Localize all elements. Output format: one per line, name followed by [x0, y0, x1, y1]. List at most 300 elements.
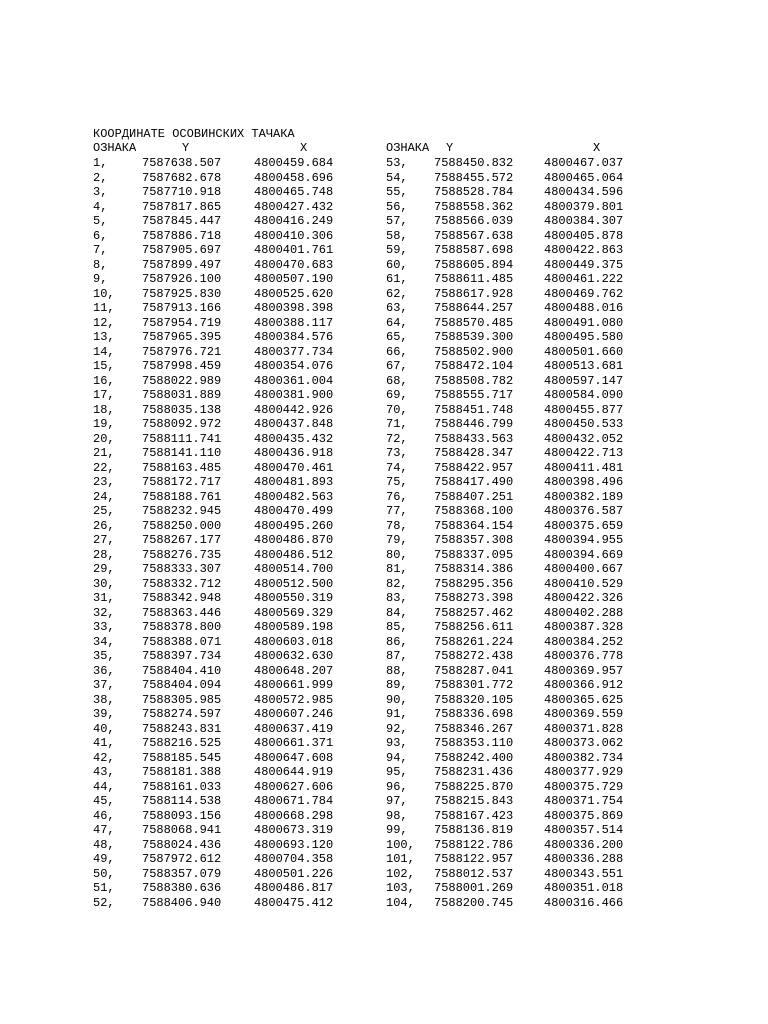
y-coordinate: 7588111.741	[142, 431, 222, 446]
y-coordinate: 7588332.712	[142, 576, 222, 591]
x-coordinate: 4800405.878	[544, 228, 624, 243]
x-coordinate: 4800394.955	[544, 533, 624, 547]
point-label: 38,	[93, 692, 115, 707]
y-coordinate: 7588242.400	[434, 750, 514, 765]
point-label: 95,	[386, 765, 408, 779]
point-label: 18,	[93, 402, 115, 417]
point-label: 63,	[386, 301, 408, 315]
point-label: 25,	[93, 504, 115, 518]
point-label: 20,	[93, 431, 115, 446]
x-coordinate: 4800469.762	[544, 286, 624, 301]
point-label: 24,	[93, 489, 115, 504]
x-coordinate: 4800482.563	[254, 489, 334, 504]
y-coordinate: 7587845.447	[142, 214, 222, 228]
point-label: 11,	[93, 301, 115, 315]
y-coordinate: 7587925.830	[142, 286, 222, 301]
point-label: 22,	[93, 460, 115, 475]
y-coordinate: 7588093.156	[142, 808, 222, 823]
x-coordinate: 4800375.869	[544, 808, 624, 823]
y-coordinate: 7588261.224	[434, 634, 514, 649]
point-label: 30,	[93, 576, 115, 591]
point-label: 98,	[386, 808, 408, 823]
y-coordinate: 7588567.638	[434, 228, 514, 243]
point-label: 51,	[93, 881, 115, 895]
point-label: 54,	[386, 170, 408, 185]
y-coordinate: 7588587.698	[434, 243, 514, 257]
x-coordinate: 4800416.249	[254, 214, 334, 228]
x-coordinate: 4800647.608	[254, 750, 334, 765]
y-coordinate: 7588172.717	[142, 475, 222, 489]
point-label: 40,	[93, 721, 115, 736]
y-coordinate: 7588342.948	[142, 591, 222, 605]
x-coordinate: 4800398.398	[254, 301, 334, 315]
y-coordinate: 7588250.000	[142, 518, 222, 533]
y-coordinate: 7588428.347	[434, 446, 514, 460]
x-coordinate: 4800495.260	[254, 518, 334, 533]
point-label: 49,	[93, 852, 115, 866]
point-label: 26,	[93, 518, 115, 533]
y-coordinate: 7588314.386	[434, 562, 514, 576]
x-coordinate: 4800465.748	[254, 185, 334, 199]
x-coordinate: 4800377.929	[544, 765, 624, 779]
y-coordinate: 7587638.507	[142, 156, 222, 170]
point-label: 80,	[386, 547, 408, 562]
table-header-row	[0, 141, 601, 155]
x-coordinate: 4800394.669	[544, 547, 624, 562]
x-coordinate: 4800673.319	[254, 823, 334, 837]
y-coordinate: 7588346.267	[434, 721, 514, 736]
y-coordinate: 7588417.490	[434, 475, 514, 489]
x-coordinate: 4800704.358	[254, 852, 334, 866]
x-coordinate: 4800375.659	[544, 518, 624, 533]
x-coordinate: 4800369.559	[544, 707, 624, 721]
point-label: 90,	[386, 692, 408, 707]
y-coordinate: 7588141.110	[142, 446, 222, 460]
y-coordinate: 7587976.721	[142, 344, 222, 359]
x-coordinate: 4800470.683	[254, 257, 334, 272]
point-label: 85,	[386, 620, 408, 634]
y-coordinate: 7588357.079	[142, 866, 222, 881]
point-label: 37,	[93, 678, 115, 692]
y-coordinate: 7588368.100	[434, 504, 514, 518]
y-coordinate: 7588274.597	[142, 707, 222, 721]
point-label: 83,	[386, 591, 408, 605]
x-coordinate: 4800514.700	[254, 562, 334, 576]
y-coordinate: 7588031.889	[142, 388, 222, 402]
x-coordinate: 4800422.713	[544, 446, 624, 460]
y-coordinate: 7588566.039	[434, 214, 514, 228]
x-coordinate: 4800458.696	[254, 170, 334, 185]
point-label: 39,	[93, 707, 115, 721]
y-coordinate: 7588215.843	[434, 794, 514, 808]
y-coordinate: 7588605.894	[434, 257, 514, 272]
point-label: 78,	[386, 518, 408, 533]
y-coordinate: 7588472.104	[434, 359, 514, 373]
y-coordinate: 7588257.462	[434, 605, 514, 620]
x-coordinate: 4800371.828	[544, 721, 624, 736]
y-coordinate: 7587972.612	[142, 852, 222, 866]
x-coordinate: 4800384.307	[544, 214, 624, 228]
x-coordinate: 4800470.461	[254, 460, 334, 475]
point-label: 34,	[93, 634, 115, 649]
y-coordinate: 7588558.362	[434, 199, 514, 214]
point-label: 59,	[386, 243, 408, 257]
x-coordinate: 4800422.326	[544, 591, 624, 605]
x-coordinate: 4800475.412	[254, 895, 334, 910]
x-coordinate: 4800450.533	[544, 417, 624, 431]
point-label: 52,	[93, 895, 115, 910]
point-label: 99,	[386, 823, 408, 837]
point-label: 56,	[386, 199, 408, 214]
y-coordinate: 7588136.819	[434, 823, 514, 837]
y-coordinate: 7588644.257	[434, 301, 514, 315]
x-coordinate: 4800398.496	[544, 475, 624, 489]
x-coordinate: 4800455.877	[544, 402, 624, 417]
y-coordinate: 7588388.071	[142, 634, 222, 649]
point-label: 66,	[386, 344, 408, 359]
x-coordinate: 4800377.734	[254, 344, 334, 359]
x-coordinate: 4800668.298	[254, 808, 334, 823]
y-coordinate: 7588167.423	[434, 808, 514, 823]
x-coordinate: 4800336.200	[544, 837, 624, 852]
x-coordinate: 4800388.117	[254, 315, 334, 330]
point-label: 50,	[93, 866, 115, 881]
point-label: 93,	[386, 736, 408, 750]
x-coordinate: 4800449.375	[544, 257, 624, 272]
point-label: 8,	[93, 257, 108, 272]
x-coordinate: 4800354.076	[254, 359, 334, 373]
point-label: 65,	[386, 330, 408, 344]
x-coordinate: 4800648.207	[254, 663, 334, 678]
y-coordinate: 7588022.989	[142, 373, 222, 388]
x-coordinate: 4800661.371	[254, 736, 334, 750]
point-label: 7,	[93, 243, 108, 257]
y-coordinate: 7588012.537	[434, 866, 514, 881]
point-label: 6,	[93, 228, 108, 243]
point-label: 75,	[386, 475, 408, 489]
header-x-left: X	[300, 141, 308, 155]
point-label: 67,	[386, 359, 408, 373]
x-coordinate: 4800402.288	[544, 605, 624, 620]
x-coordinate: 4800569.329	[254, 605, 334, 620]
x-coordinate: 4800467.037	[544, 156, 624, 170]
point-label: 100,	[386, 837, 415, 852]
header-x-right: X	[593, 141, 601, 155]
x-coordinate: 4800501.660	[544, 344, 624, 359]
x-coordinate: 4800661.999	[254, 678, 334, 692]
point-label: 74,	[386, 460, 408, 475]
y-coordinate: 7588617.928	[434, 286, 514, 301]
x-coordinate: 4800427.432	[254, 199, 334, 214]
y-coordinate: 7587926.100	[142, 272, 222, 286]
x-coordinate: 4800436.918	[254, 446, 334, 460]
y-coordinate: 7588243.831	[142, 721, 222, 736]
y-coordinate: 7588185.545	[142, 750, 222, 765]
y-coordinate: 7588363.446	[142, 605, 222, 620]
x-coordinate: 4800382.189	[544, 489, 624, 504]
y-coordinate: 7588273.398	[434, 591, 514, 605]
point-label: 82,	[386, 576, 408, 591]
y-coordinate: 7588404.094	[142, 678, 222, 692]
y-coordinate: 7588404.410	[142, 663, 222, 678]
point-label: 23,	[93, 475, 115, 489]
x-coordinate: 4800351.018	[544, 881, 624, 895]
y-coordinate: 7588122.957	[434, 852, 514, 866]
y-coordinate: 7587905.697	[142, 243, 222, 257]
point-label: 103,	[386, 881, 415, 895]
y-coordinate: 7587965.395	[142, 330, 222, 344]
x-coordinate: 4800632.630	[254, 649, 334, 663]
point-label: 32,	[93, 605, 115, 620]
y-coordinate: 7588287.041	[434, 663, 514, 678]
point-label: 44,	[93, 779, 115, 794]
y-coordinate: 7588378.800	[142, 620, 222, 634]
point-label: 27,	[93, 533, 115, 547]
point-label: 104,	[386, 895, 415, 910]
point-label: 68,	[386, 373, 408, 388]
x-coordinate: 4800525.620	[254, 286, 334, 301]
x-coordinate: 4800384.576	[254, 330, 334, 344]
y-coordinate: 7588353.110	[434, 736, 514, 750]
point-label: 62,	[386, 286, 408, 301]
x-coordinate: 4800401.761	[254, 243, 334, 257]
header-label-right: ОЗНАКА	[386, 141, 430, 155]
y-coordinate: 7588272.438	[434, 649, 514, 663]
x-coordinate: 4800373.062	[544, 736, 624, 750]
point-label: 19,	[93, 417, 115, 431]
y-coordinate: 7588181.388	[142, 765, 222, 779]
y-coordinate: 7588407.251	[434, 489, 514, 504]
y-coordinate: 7588001.269	[434, 881, 514, 895]
point-label: 101,	[386, 852, 415, 866]
y-coordinate: 7587913.166	[142, 301, 222, 315]
x-coordinate: 4800501.226	[254, 866, 334, 881]
point-label: 87,	[386, 649, 408, 663]
point-label: 84,	[386, 605, 408, 620]
x-coordinate: 4800488.016	[544, 301, 624, 315]
x-coordinate: 4800410.529	[544, 576, 624, 591]
point-label: 57,	[386, 214, 408, 228]
x-coordinate: 4800486.817	[254, 881, 334, 895]
point-label: 29,	[93, 562, 115, 576]
point-label: 21,	[93, 446, 115, 460]
header-y-left: Y	[182, 141, 190, 155]
y-coordinate: 7588446.799	[434, 417, 514, 431]
point-label: 89,	[386, 678, 408, 692]
x-coordinate: 4800465.064	[544, 170, 624, 185]
point-label: 9,	[93, 272, 108, 286]
y-coordinate: 7588256.611	[434, 620, 514, 634]
point-label: 55,	[386, 185, 408, 199]
point-label: 14,	[93, 344, 115, 359]
x-coordinate: 4800387.328	[544, 620, 624, 634]
point-label: 4,	[93, 199, 108, 214]
point-label: 28,	[93, 547, 115, 562]
point-label: 58,	[386, 228, 408, 243]
x-coordinate: 4800550.319	[254, 591, 334, 605]
point-label: 96,	[386, 779, 408, 794]
y-coordinate: 7588122.786	[434, 837, 514, 852]
x-coordinate: 4800597.147	[544, 373, 624, 388]
point-label: 77,	[386, 504, 408, 518]
point-label: 41,	[93, 736, 115, 750]
y-coordinate: 7588035.138	[142, 402, 222, 417]
point-label: 47,	[93, 823, 115, 837]
x-coordinate: 4800361.004	[254, 373, 334, 388]
y-coordinate: 7587886.718	[142, 228, 222, 243]
x-coordinate: 4800603.018	[254, 634, 334, 649]
point-label: 31,	[93, 591, 115, 605]
point-label: 1,	[93, 156, 108, 170]
point-label: 16,	[93, 373, 115, 388]
y-coordinate: 7588114.538	[142, 794, 222, 808]
point-label: 45,	[93, 794, 115, 808]
x-coordinate: 4800384.252	[544, 634, 624, 649]
x-coordinate: 4800442.926	[254, 402, 334, 417]
y-coordinate: 7588364.154	[434, 518, 514, 533]
point-label: 48,	[93, 837, 115, 852]
y-coordinate: 7588508.782	[434, 373, 514, 388]
point-label: 64,	[386, 315, 408, 330]
y-coordinate: 7588422.957	[434, 460, 514, 475]
y-coordinate: 7588295.356	[434, 576, 514, 591]
point-label: 70,	[386, 402, 408, 417]
point-label: 17,	[93, 388, 115, 402]
point-label: 15,	[93, 359, 115, 373]
x-coordinate: 4800459.684	[254, 156, 334, 170]
x-coordinate: 4800357.514	[544, 823, 624, 837]
x-coordinate: 4800422.863	[544, 243, 624, 257]
y-coordinate: 7588267.177	[142, 533, 222, 547]
x-coordinate: 4800627.606	[254, 779, 334, 794]
y-coordinate: 7587817.865	[142, 199, 222, 214]
x-coordinate: 4800400.667	[544, 562, 624, 576]
x-coordinate: 4800584.090	[544, 388, 624, 402]
y-coordinate: 7588450.832	[434, 156, 514, 170]
point-label: 13,	[93, 330, 115, 344]
x-coordinate: 4800486.512	[254, 547, 334, 562]
y-coordinate: 7588433.563	[434, 431, 514, 446]
x-coordinate: 4800491.080	[544, 315, 624, 330]
y-coordinate: 7588216.525	[142, 736, 222, 750]
point-label: 94,	[386, 750, 408, 765]
x-coordinate: 4800432.052	[544, 431, 624, 446]
x-coordinate: 4800382.734	[544, 750, 624, 765]
y-coordinate: 7588188.761	[142, 489, 222, 504]
x-coordinate: 4800381.900	[254, 388, 334, 402]
y-coordinate: 7588380.636	[142, 881, 222, 895]
point-label: 61,	[386, 272, 408, 286]
y-coordinate: 7588024.436	[142, 837, 222, 852]
y-coordinate: 7588092.972	[142, 417, 222, 431]
x-coordinate: 4800375.729	[544, 779, 624, 794]
point-label: 43,	[93, 765, 115, 779]
x-coordinate: 4800486.870	[254, 533, 334, 547]
point-label: 102,	[386, 866, 415, 881]
point-label: 35,	[93, 649, 115, 663]
point-label: 36,	[93, 663, 115, 678]
point-label: 42,	[93, 750, 115, 765]
y-coordinate: 7588305.985	[142, 692, 222, 707]
y-coordinate: 7588163.485	[142, 460, 222, 475]
point-label: 69,	[386, 388, 408, 402]
point-label: 46,	[93, 808, 115, 823]
y-coordinate: 7587954.719	[142, 315, 222, 330]
y-coordinate: 7588397.734	[142, 649, 222, 663]
y-coordinate: 7588357.308	[434, 533, 514, 547]
point-label: 3,	[93, 185, 108, 199]
x-coordinate: 4800589.198	[254, 620, 334, 634]
y-coordinate: 7588611.485	[434, 272, 514, 286]
point-label: 81,	[386, 562, 408, 576]
x-coordinate: 4800435.432	[254, 431, 334, 446]
y-coordinate: 7588161.033	[142, 779, 222, 794]
point-label: 2,	[93, 170, 108, 185]
x-coordinate: 4800437.848	[254, 417, 334, 431]
point-label: 10,	[93, 286, 115, 301]
y-coordinate: 7588333.307	[142, 562, 222, 576]
y-coordinate: 7588555.717	[434, 388, 514, 402]
y-coordinate: 7588528.784	[434, 185, 514, 199]
point-label: 88,	[386, 663, 408, 678]
point-label: 12,	[93, 315, 115, 330]
x-coordinate: 4800644.919	[254, 765, 334, 779]
y-coordinate: 7588451.748	[434, 402, 514, 417]
y-coordinate: 7588570.485	[434, 315, 514, 330]
x-coordinate: 4800461.222	[544, 272, 624, 286]
y-coordinate: 7588320.105	[434, 692, 514, 707]
x-coordinate: 4800513.681	[544, 359, 624, 373]
point-label: 5,	[93, 214, 108, 228]
header-label-left: ОЗНАКА	[93, 141, 137, 155]
point-label: 97,	[386, 794, 408, 808]
x-coordinate: 4800376.587	[544, 504, 624, 518]
x-coordinate: 4800376.778	[544, 649, 624, 663]
y-coordinate: 7588502.900	[434, 344, 514, 359]
point-label: 92,	[386, 721, 408, 736]
x-coordinate: 4800607.246	[254, 707, 334, 721]
y-coordinate: 7588406.940	[142, 895, 222, 910]
y-coordinate: 7588336.698	[434, 707, 514, 721]
y-coordinate: 7587899.497	[142, 257, 222, 272]
x-coordinate: 4800671.784	[254, 794, 334, 808]
y-coordinate: 7587710.918	[142, 185, 222, 199]
point-label: 86,	[386, 634, 408, 649]
x-coordinate: 4800369.957	[544, 663, 624, 678]
document-title: КООРДИНАТЕ ОСОВИНСКИХ ТАЧАКА	[93, 127, 295, 141]
point-label: 60,	[386, 257, 408, 272]
y-coordinate: 7587682.678	[142, 170, 222, 185]
x-coordinate: 4800316.466	[544, 895, 624, 910]
y-coordinate: 7588068.941	[142, 823, 222, 837]
x-coordinate: 4800434.596	[544, 185, 624, 199]
point-label: 53,	[386, 156, 408, 170]
x-coordinate: 4800365.625	[544, 692, 624, 707]
x-coordinate: 4800637.419	[254, 721, 334, 736]
x-coordinate: 4800336.288	[544, 852, 624, 866]
y-coordinate: 7588276.735	[142, 547, 222, 562]
x-coordinate: 4800693.120	[254, 837, 334, 852]
x-coordinate: 4800495.580	[544, 330, 624, 344]
y-coordinate: 7588200.745	[434, 895, 514, 910]
y-coordinate: 7588539.300	[434, 330, 514, 344]
x-coordinate: 4800411.481	[544, 460, 624, 475]
x-coordinate: 4800343.551	[544, 866, 624, 881]
y-coordinate: 7588455.572	[434, 170, 514, 185]
x-coordinate: 4800379.801	[544, 199, 624, 214]
point-label: 76,	[386, 489, 408, 504]
x-coordinate: 4800410.306	[254, 228, 334, 243]
